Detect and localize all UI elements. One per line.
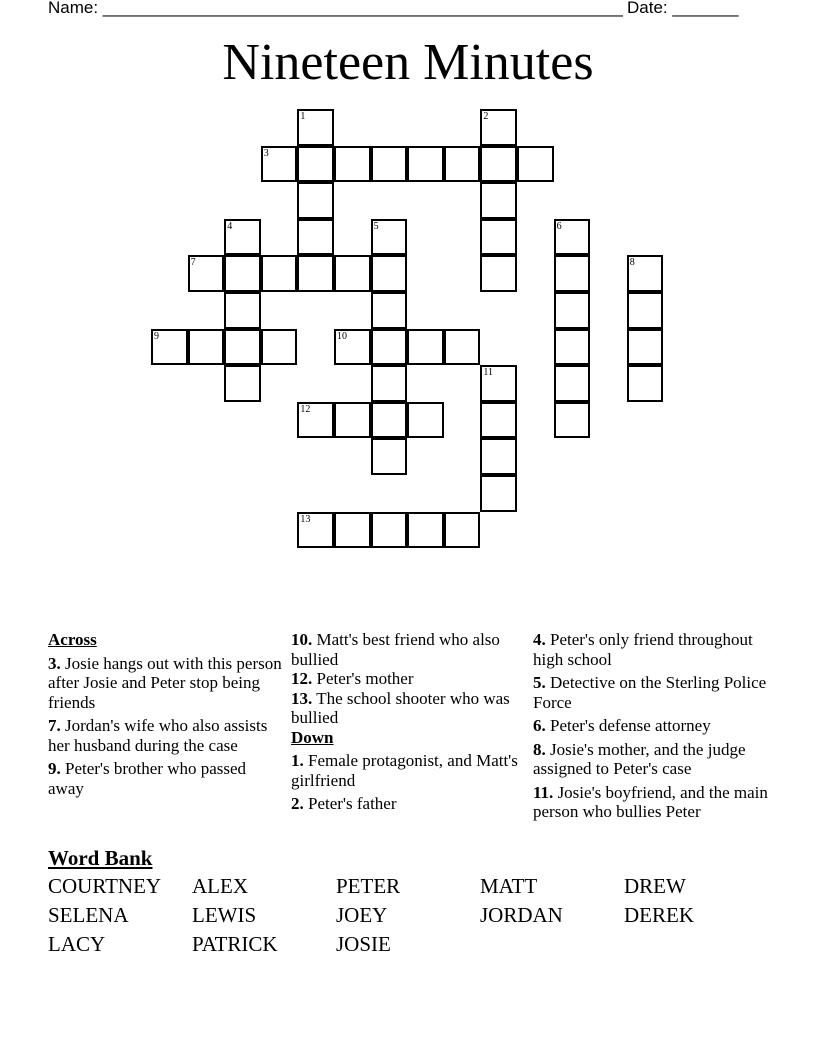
grid-cell[interactable] — [480, 182, 517, 219]
clue-across-3: 3. Josie hangs out with this person after Josie and Peter stop being friends — [48, 653, 282, 712]
clue-across-12: 12. Peter's mother — [291, 669, 414, 688]
grid-cell[interactable] — [627, 329, 664, 366]
word-bank-item: COURTNEY — [48, 874, 162, 898]
grid-cell[interactable] — [517, 146, 554, 183]
word-bank-item: JOEY — [336, 903, 388, 927]
word-bank-item: DEREK — [624, 903, 694, 927]
clues-column-1 — [48, 630, 283, 802]
grid-cell[interactable] — [371, 512, 408, 549]
grid-cell[interactable] — [407, 146, 444, 183]
grid-cell[interactable] — [188, 329, 225, 366]
grid-cell[interactable] — [224, 329, 261, 366]
grid-cell[interactable] — [297, 255, 334, 292]
grid-cell[interactable] — [371, 438, 408, 475]
grid-cell[interactable] — [371, 255, 408, 292]
word-bank-item: PATRICK — [192, 932, 278, 956]
grid-cell[interactable] — [480, 109, 517, 146]
grid-cell[interactable] — [444, 146, 481, 183]
clue-across-7: 7. Jordan's wife who also assists her husband during the case — [48, 716, 268, 755]
clue-down-1: 1. Female protagonist, and Matt's girlfriend — [291, 751, 518, 790]
clue-number: 11 — [483, 367, 494, 379]
grid-cell[interactable] — [261, 255, 298, 292]
clue-down-8: 8. Josie's mother, and the judge assigned to Peter's case — [533, 739, 746, 778]
grid-cell[interactable] — [334, 512, 371, 549]
grid-cell[interactable] — [407, 402, 444, 439]
grid-cell[interactable] — [297, 109, 334, 146]
grid-cell[interactable] — [407, 329, 444, 366]
grid-cell[interactable] — [444, 512, 481, 549]
grid-cell[interactable] — [554, 365, 591, 402]
grid-cell[interactable] — [297, 402, 334, 439]
clue-down-6: 6. Peter's defense attorney — [533, 716, 711, 735]
grid-cell[interactable] — [371, 329, 408, 366]
clue-number: 5 — [373, 220, 379, 232]
grid-cell[interactable] — [554, 219, 591, 256]
clues-column-2 — [291, 630, 526, 818]
word-bank-item: ALEX — [192, 874, 248, 898]
clue-down-4: 4. Peter's only friend throughout high school — [533, 630, 753, 669]
clue-number: 1 — [300, 111, 306, 122]
clue-number: 2 — [483, 111, 489, 122]
word-bank — [48, 874, 768, 956]
clue-number: 6 — [556, 220, 562, 232]
grid-cell[interactable] — [334, 146, 371, 183]
grid-cell[interactable] — [371, 146, 408, 183]
word-bank-item: JOSIE — [336, 932, 391, 956]
word-bank-item: JORDAN — [480, 903, 563, 927]
grid-cell[interactable] — [480, 146, 517, 183]
grid-cell[interactable] — [297, 182, 334, 219]
name-field-label: Name: _______________________________________________________ — [48, 0, 623, 17]
grid-cell[interactable] — [151, 329, 188, 366]
grid-cell[interactable] — [627, 365, 664, 402]
word-bank-title: Word Bank — [48, 846, 153, 870]
grid-cell[interactable] — [480, 402, 517, 439]
grid-cell[interactable] — [371, 292, 408, 329]
grid-cell[interactable] — [224, 365, 261, 402]
grid-cell[interactable] — [480, 219, 517, 256]
grid-cell[interactable] — [407, 512, 444, 549]
grid-cell[interactable] — [444, 329, 481, 366]
clue-across-9: 9. Peter's brother who passed away — [48, 759, 247, 798]
clue-number: 4 — [227, 220, 233, 232]
word-bank-item: LEWIS — [192, 903, 257, 927]
grid-cell[interactable] — [627, 292, 664, 329]
grid-cell[interactable] — [224, 292, 261, 329]
grid-cell[interactable] — [480, 438, 517, 475]
word-bank-item: LACY — [48, 932, 106, 956]
grid-cell[interactable] — [371, 219, 408, 256]
clue-number: 3 — [263, 147, 269, 159]
clue-number: 12 — [300, 403, 311, 415]
grid-cell[interactable] — [554, 255, 591, 292]
word-bank-item: DREW — [624, 874, 686, 898]
grid-cell[interactable] — [334, 402, 371, 439]
clue-number: 7 — [190, 257, 196, 269]
word-bank-item: MATT — [480, 874, 538, 898]
clue-across-10: 10. Matt's best friend who also bullied — [291, 630, 500, 669]
grid-cell[interactable] — [554, 402, 591, 439]
clue-number: 9 — [154, 330, 159, 342]
clues-column-3 — [533, 630, 768, 826]
grid-cell[interactable] — [261, 329, 298, 366]
page-title: Nineteen Minutes — [222, 34, 594, 91]
grid-cell[interactable] — [480, 475, 517, 512]
grid-cell[interactable] — [334, 329, 371, 366]
clue-down-11: 11. Josie's boyfriend, and the main person who bullies Peter — [533, 782, 768, 821]
clue-down-2: 2. Peter's father — [291, 794, 397, 813]
word-bank-item: SELENA — [48, 903, 129, 927]
grid-cell[interactable] — [261, 146, 298, 183]
grid-cell[interactable] — [224, 255, 261, 292]
grid-cell[interactable] — [371, 365, 408, 402]
grid-cell[interactable] — [188, 255, 225, 292]
date-field-label: Date: _______ — [627, 0, 739, 17]
clue-number: 13 — [300, 513, 311, 525]
grid-cell[interactable] — [480, 255, 517, 292]
grid-cell[interactable] — [224, 219, 261, 256]
grid-cell[interactable] — [297, 146, 334, 183]
word-bank-item: PETER — [336, 874, 401, 898]
clue-down-5: 5. Detective on the Sterling Police Force — [533, 673, 767, 712]
across-heading: Across — [48, 630, 97, 649]
grid-cell[interactable] — [480, 365, 517, 402]
grid-cell[interactable] — [554, 329, 591, 366]
clue-number: 10 — [337, 330, 347, 342]
grid-cell[interactable] — [627, 255, 664, 292]
down-heading: Down — [291, 727, 334, 747]
grid-cell[interactable] — [297, 219, 334, 256]
grid-cell[interactable] — [554, 292, 591, 329]
grid-cell[interactable] — [334, 255, 371, 292]
grid-cell[interactable] — [371, 402, 408, 439]
clue-across-13: 13. The school shooter who was bullied — [291, 688, 510, 727]
grid-cell[interactable] — [297, 512, 334, 549]
clue-number: 8 — [629, 257, 635, 269]
